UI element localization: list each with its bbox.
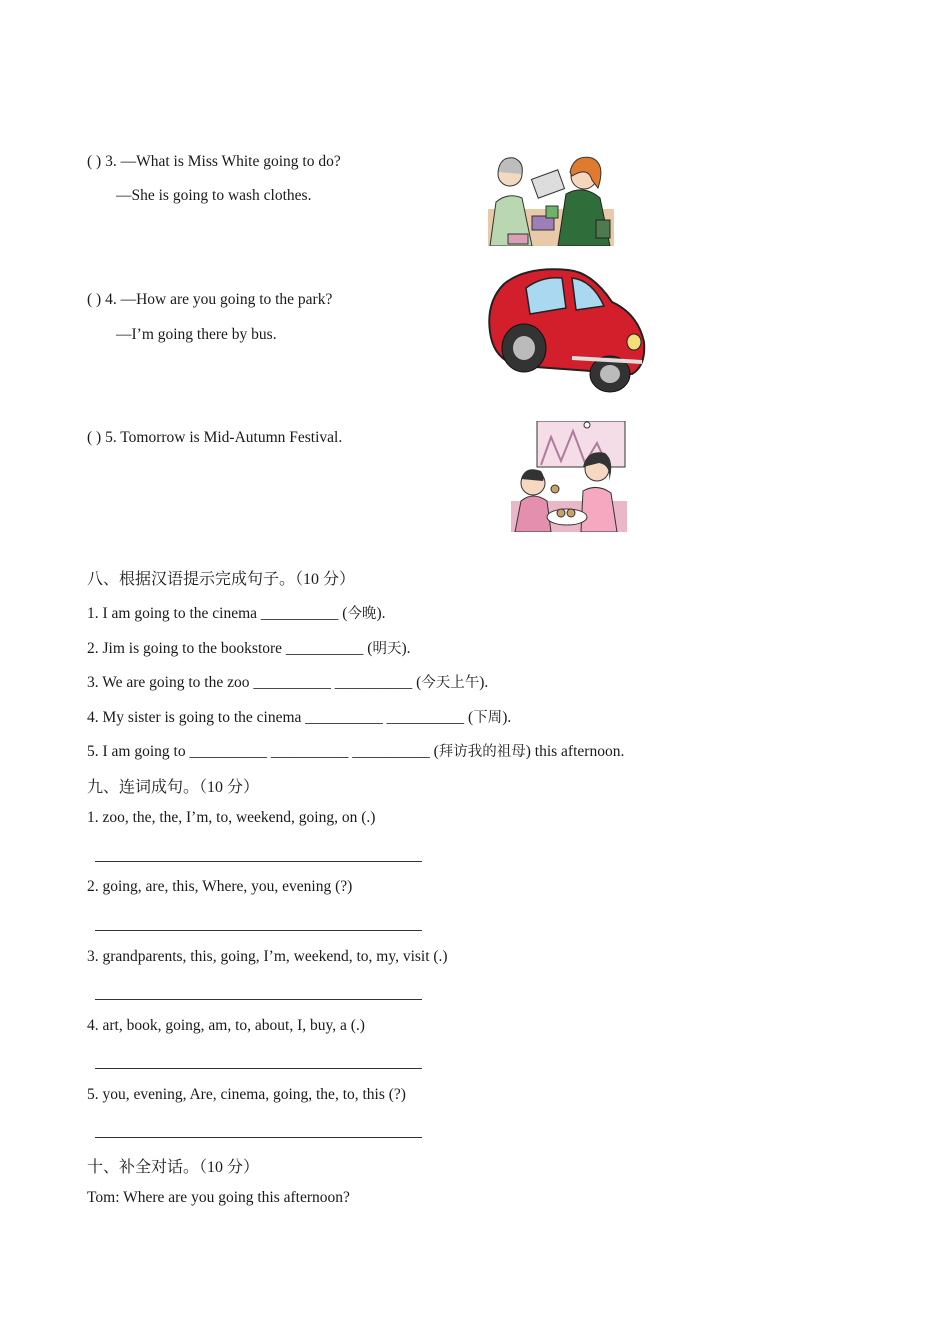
answer-line[interactable] bbox=[95, 999, 422, 1000]
sec9-item-3: 3. grandparents, this, going, I’m, weekend, to, my, visit (.) bbox=[87, 948, 448, 965]
section-10-title: 十、补全对话。（10 分） bbox=[87, 1157, 260, 1176]
sec8-item-1: 1. I am going to the cinema __________ (今晚). bbox=[87, 605, 386, 622]
sec9-item-5: 5. you, evening, Are, cinema, going, the, to, this (?) bbox=[87, 1086, 406, 1103]
sec8-item-4: 4. My sister is going to the cinema __________ __________ (下周). bbox=[87, 709, 512, 726]
sec8-item-3: 3. We are going to the zoo __________ __________ (今天上午). bbox=[87, 674, 489, 691]
sec8-item-2: 2. Jim is going to the bookstore __________ (明天). bbox=[87, 640, 411, 657]
answer-line[interactable] bbox=[95, 930, 422, 931]
sec8-item-5: 5. I am going to __________ __________ __________ (拜访我的祖母) this afternoon. bbox=[87, 743, 625, 760]
mid-autumn-illustration bbox=[511, 421, 627, 532]
question-4: ( ) 4. —How are you going to the park? bbox=[87, 291, 333, 308]
answer-line[interactable] bbox=[95, 861, 422, 862]
sec9-item-1: 1. zoo, the, the, I’m, to, weekend, going, on (.) bbox=[87, 809, 376, 826]
sec9-item-4: 4. art, book, going, am, to, about, I, buy, a (.) bbox=[87, 1017, 365, 1034]
question-3: ( ) 3. —What is Miss White going to do? bbox=[87, 153, 341, 170]
section-8-title: 八、根据汉语提示完成句子。（10 分） bbox=[87, 569, 356, 588]
section-9-title: 九、连词成句。（10 分） bbox=[87, 777, 260, 796]
question-5: ( ) 5. Tomorrow is Mid-Autumn Festival. bbox=[87, 429, 343, 446]
question-3-answer: —She is going to wash clothes. bbox=[116, 187, 312, 204]
answer-line[interactable] bbox=[95, 1068, 422, 1069]
answer-line[interactable] bbox=[95, 1137, 422, 1138]
shopping-illustration bbox=[488, 154, 614, 246]
car-illustration bbox=[482, 262, 648, 397]
question-4-answer: —I’m going there by bus. bbox=[116, 326, 277, 343]
dialogue-line-1: Tom: Where are you going this afternoon? bbox=[87, 1189, 350, 1206]
sec9-item-2: 2. going, are, this, Where, you, evening (?) bbox=[87, 878, 353, 895]
